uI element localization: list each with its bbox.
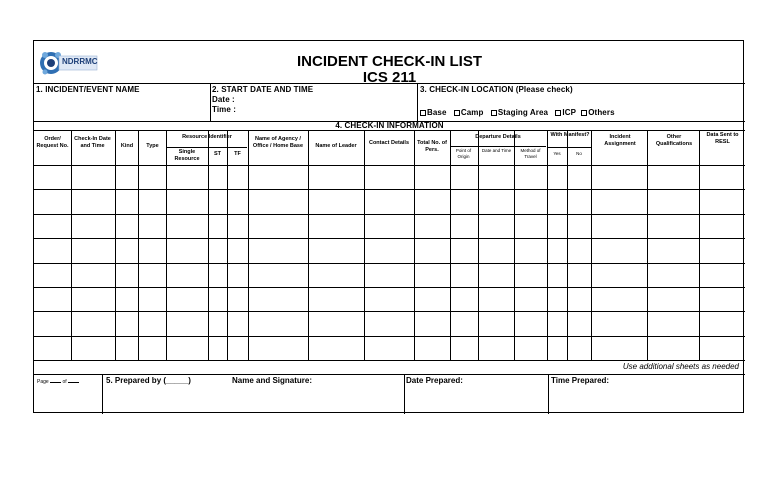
- table-row-divider: [34, 287, 745, 288]
- col-point-origin: Point of Origin: [455, 148, 472, 159]
- page-number-field[interactable]: [50, 377, 61, 383]
- checkbox-staging-area[interactable]: [491, 110, 497, 116]
- logo-text: NDRRMC: [62, 57, 98, 66]
- checkbox-icp[interactable]: [555, 110, 561, 116]
- col-resource-identifier: Resource Identifier: [182, 134, 232, 140]
- table-row-divider: [34, 360, 745, 361]
- col-date-time: Date and Time: [481, 148, 512, 153]
- prepared-by-label: 5. Prepared by (_____): [106, 376, 191, 385]
- ics-211-form: [33, 40, 744, 413]
- time-label: Time :: [212, 105, 237, 114]
- additional-sheets-note: Use additional sheets as needed: [622, 362, 739, 371]
- date-label: Date :: [212, 95, 235, 104]
- table-header-divider: [34, 165, 745, 166]
- table-row-divider: [34, 189, 745, 190]
- table-row-divider: [34, 311, 745, 312]
- col-kind: Kind: [120, 143, 134, 149]
- col-method-travel: Method of Travel: [520, 148, 541, 159]
- col-st: ST: [213, 151, 222, 157]
- time-prepared-label: Time Prepared:: [551, 376, 610, 385]
- checkbox-camp[interactable]: [454, 110, 460, 116]
- col-order-request: Order/ Request No.: [36, 136, 69, 149]
- page-total-field[interactable]: [68, 377, 79, 383]
- location-options: Base Camp Staging Area ICP Others: [420, 108, 615, 117]
- col-single-resource: Single Resource: [174, 149, 200, 162]
- checkbox-base[interactable]: [420, 110, 426, 116]
- table-row-divider: [34, 263, 745, 264]
- col-data-sent: Data Sent to RESL: [706, 132, 739, 145]
- col-check-in: Check-In Date and Time: [74, 136, 111, 149]
- table-row-divider: [34, 238, 745, 239]
- name-signature-label: Name and Signature:: [232, 376, 313, 385]
- table-row-divider: [34, 336, 745, 337]
- col-leader: Name of Leader: [315, 143, 357, 149]
- date-prepared-label: Date Prepared:: [406, 376, 463, 385]
- col-departure-details: Departure Details: [475, 134, 521, 140]
- check-in-location-label: 3. CHECK-IN LOCATION (Please check): [420, 85, 573, 94]
- col-tf: TF: [234, 151, 241, 157]
- section4-title: 4. CHECK-IN INFORMATION: [335, 121, 444, 130]
- col-contact: Contact Details: [368, 140, 410, 146]
- col-no: No: [576, 151, 582, 156]
- col-incident-assignment: Incident Assignment: [604, 134, 636, 147]
- col-other-qualifications: Other Qualifications: [655, 134, 693, 147]
- checkbox-others[interactable]: [581, 110, 587, 116]
- col-total-pers: Total No. of Pers.: [417, 140, 447, 153]
- start-date-time-label: 2. START DATE AND TIME: [212, 85, 314, 94]
- col-agency: Name of Agency / Office / Home Base: [252, 136, 304, 149]
- incident-name-label: 1. INCIDENT/EVENT NAME: [36, 85, 140, 94]
- form-title: INCIDENT CHECK-IN LIST: [297, 53, 482, 70]
- col-yes: Yes: [553, 151, 561, 156]
- col-manifest: With Manifest?: [550, 132, 590, 138]
- page-number: Page of: [37, 377, 79, 385]
- form-subtitle: ICS 211: [362, 69, 417, 86]
- col-type: Type: [146, 143, 159, 149]
- table-row-divider: [34, 214, 745, 215]
